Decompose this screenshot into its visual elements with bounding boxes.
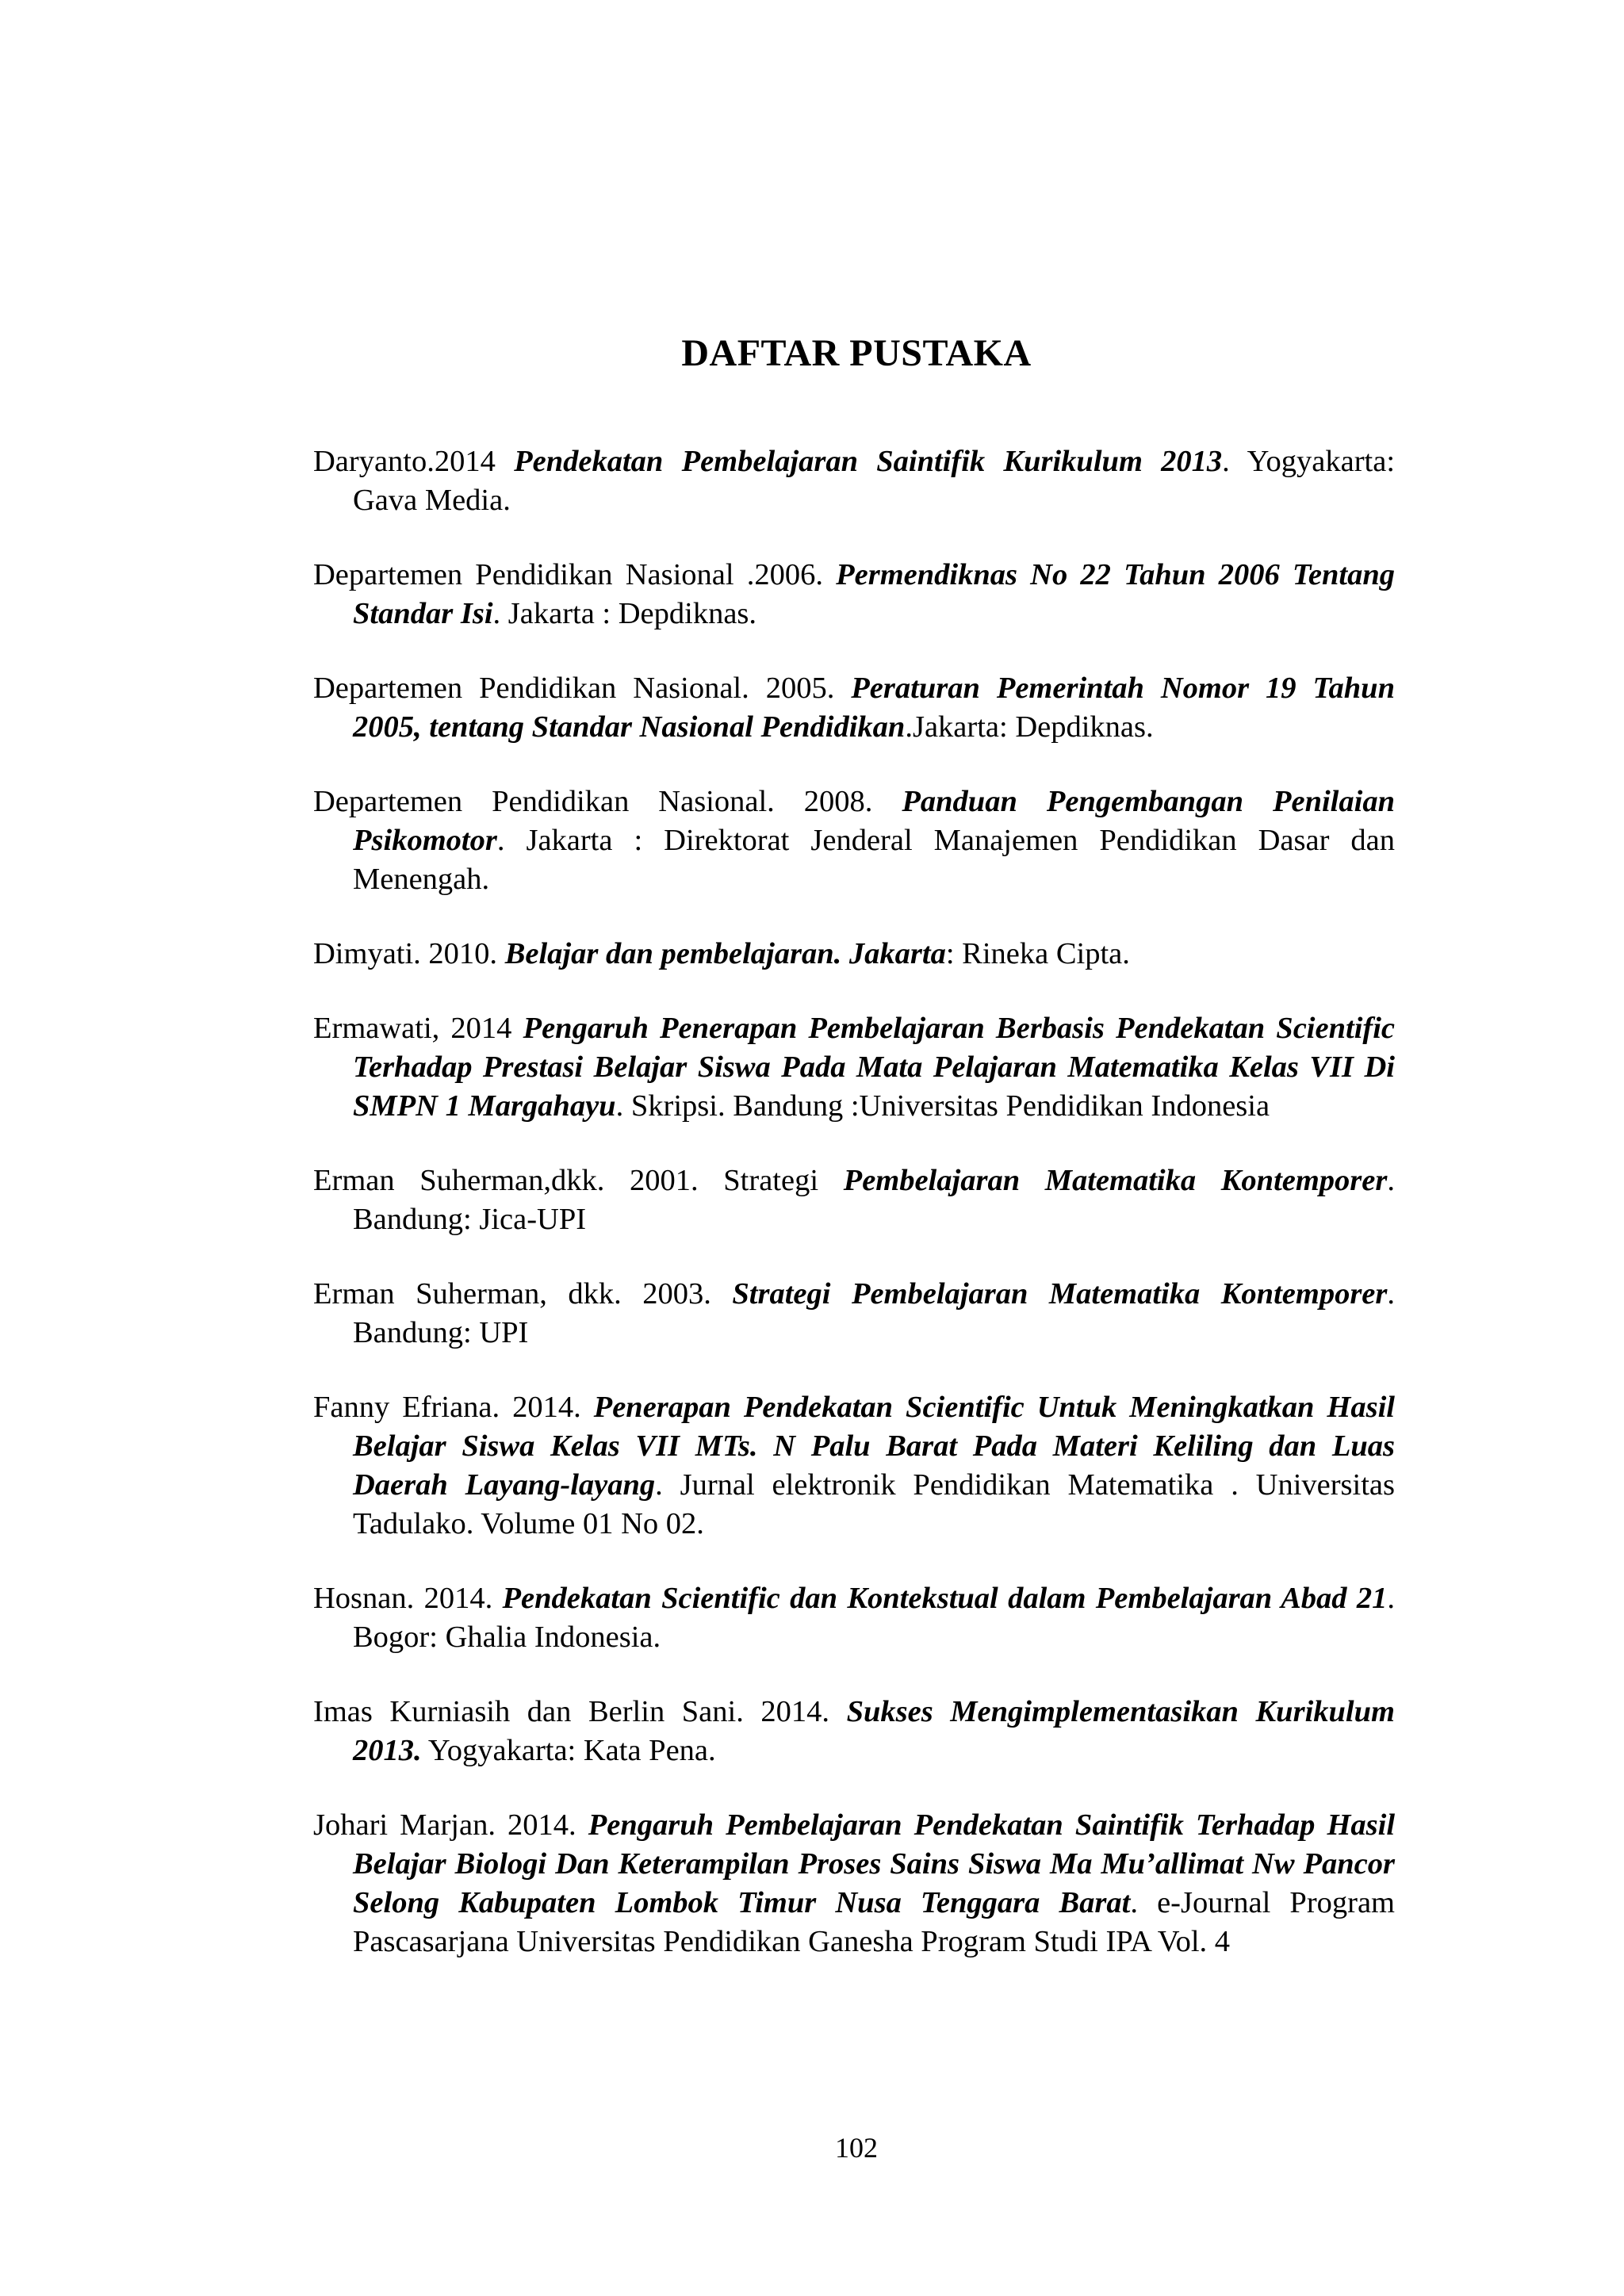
reference-list xyxy=(313,442,1395,1997)
reference-work-title: Permendiknas No 22 Tahun 2006 Tentang Standar Isi xyxy=(353,558,1395,630)
reference-author-year: Departemen Pendidikan Nasional .2006. xyxy=(313,558,837,591)
reference-publisher: . e-Journal Program Pascasarjana Universitas Pendidikan Ganesha Program Studi IPA Vol. 4 xyxy=(353,1886,1395,1958)
reference-publisher: .Jakarta: Depdiknas. xyxy=(905,710,1154,744)
reference-entry xyxy=(313,1161,1395,1239)
reference-author-year: Daryanto.2014 xyxy=(313,445,515,478)
reference-publisher: . Jakarta : Depdiknas. xyxy=(492,597,757,630)
reference-author-year: Dimyati. 2010. xyxy=(313,937,505,970)
reference-publisher: . Bandung: UPI xyxy=(353,1277,1395,1349)
reference-work-title: Penerapan Pendekatan Scientific Untuk Meningkatkan Hasil Belajar Siswa Kelas VII MTs. N Palu Barat Pada Materi Keliling dan Luas Daerah Layang-layang xyxy=(353,1391,1395,1502)
reference-entry xyxy=(313,1009,1395,1126)
reference-author-year: Ermawati, 2014 xyxy=(313,1012,523,1045)
reference-publisher: . Skripsi. Bandung :Universitas Pendidikan Indonesia xyxy=(615,1089,1270,1123)
reference-publisher: . Bogor: Ghalia Indonesia. xyxy=(353,1582,1395,1654)
reference-work-title: Pengaruh Pembelajaran Pendekatan Saintifik Terhadap Hasil Belajar Biologi Dan Keterampilan Proses Sains Siswa Ma Mu’allimat Nw Pancor Selong Kabupaten Lombok Timur Nusa Tenggara Barat xyxy=(353,1808,1396,1919)
reference-author-year: Erman Suherman, dkk. 2003. xyxy=(313,1277,733,1311)
reference-entry xyxy=(313,1579,1395,1657)
reference-work-title: Panduan Pengembangan Penilaian Psikomotor xyxy=(353,785,1395,857)
reference-entry xyxy=(313,1693,1395,1770)
reference-author-year: Departemen Pendidikan Nasional. 2008. xyxy=(313,785,902,818)
reference-author-year: Johari Marjan. 2014. xyxy=(313,1808,588,1842)
reference-entry xyxy=(313,556,1395,633)
reference-entry xyxy=(313,1806,1395,1961)
reference-work-title: Pembelajaran Matematika Kontemporer xyxy=(843,1164,1388,1197)
reference-work-title: Pengaruh Penerapan Pembelajaran Berbasis Pendekatan Scientific Terhadap Prestasi Belajar Siswa Pada Mata Pelajaran Matematika Kelas VII Di SMPN 1 Margahayu xyxy=(353,1012,1395,1123)
reference-work-title: Belajar dan pembelajaran. Jakarta xyxy=(504,937,946,970)
reference-publisher: Yogyakarta: Kata Pena. xyxy=(421,1734,716,1767)
page-title: DAFTAR PUSTAKA xyxy=(681,332,1032,375)
reference-author-year: Fanny Efriana. 2014. xyxy=(313,1391,594,1424)
reference-work-title: Pendekatan Pembelajaran Saintifik Kurikulum 2013 xyxy=(514,445,1223,478)
reference-entry xyxy=(313,935,1395,974)
reference-work-title: Strategi Pembelajaran Matematika Kontemporer xyxy=(732,1277,1388,1311)
reference-publisher: : Rineka Cipta. xyxy=(945,937,1130,970)
reference-author-year: Erman Suherman,dkk. 2001. Strategi xyxy=(313,1164,844,1197)
reference-publisher: . Bandung: Jica-UPI xyxy=(353,1164,1395,1236)
page-number: 102 xyxy=(835,2132,878,2164)
reference-publisher: . Yogyakarta: Gava Media. xyxy=(353,445,1396,517)
reference-entry xyxy=(313,1388,1395,1544)
reference-author-year: Imas Kurniasih dan Berlin Sani. 2014. xyxy=(313,1695,847,1728)
reference-publisher: . Jurnal elektronik Pendidikan Matematika . Universitas Tadulako. Volume 01 No 02. xyxy=(353,1468,1395,1540)
reference-entry xyxy=(313,442,1395,520)
reference-work-title: Peraturan Pemerintah Nomor 19 Tahun 2005, tentang Standar Nasional Pendidikan xyxy=(353,672,1395,744)
reference-publisher: . Jakarta : Direktorat Jenderal Manajemen Pendidikan Dasar dan Menengah. xyxy=(353,824,1395,896)
reference-entry xyxy=(313,669,1395,747)
reference-author-year: Hosnan. 2014. xyxy=(313,1582,503,1615)
reference-author-year: Departemen Pendidikan Nasional. 2005. xyxy=(313,672,852,705)
reference-work-title: Sukses Mengimplementasikan Kurikulum 2013. xyxy=(353,1695,1395,1767)
reference-entry xyxy=(313,783,1395,899)
reference-work-title: Pendekatan Scientific dan Kontekstual dalam Pembelajaran Abad 21 xyxy=(502,1582,1388,1615)
reference-entry xyxy=(313,1275,1395,1353)
